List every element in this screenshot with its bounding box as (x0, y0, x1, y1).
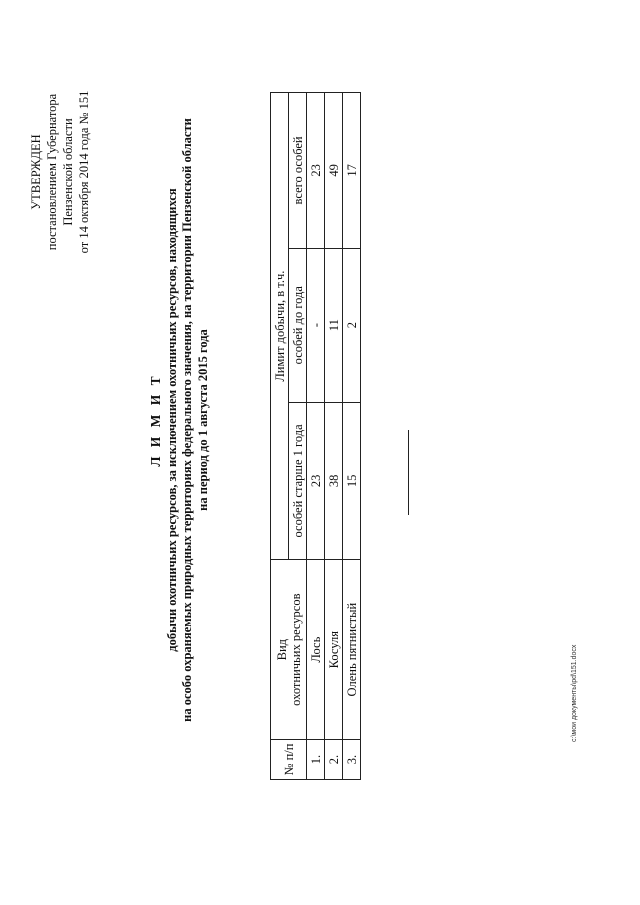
row-num: 1. (307, 740, 325, 780)
file-path-footer: c:\мои документы\pd\151.docx (571, 644, 578, 742)
header-total: всего особей (289, 93, 307, 249)
approval-line-1: УТВЕРЖДЕН (29, 134, 43, 210)
table-row (343, 93, 361, 780)
approval-line-2: постановлением Губернатора (45, 93, 59, 251)
title-line-2: на особо охраняемых природных территориях федерального значения, на территории Пензенской области (180, 118, 194, 722)
table-row (307, 93, 325, 780)
header-limit-group: Лимит добычи, в т.ч. (271, 93, 289, 560)
row-older: 38 (325, 402, 343, 560)
row-total: 49 (325, 93, 343, 249)
row-older: 15 (343, 402, 361, 560)
limit-table (270, 92, 361, 780)
table-header-row (271, 93, 289, 780)
approval-stamp (28, 52, 92, 292)
row-name: Лось (307, 560, 325, 740)
table-row (325, 93, 343, 780)
header-num-text: № п/п (281, 743, 296, 776)
row-num: 3. (343, 740, 361, 780)
row-name: Олень пятнистый (343, 560, 361, 740)
separator-line (408, 430, 409, 515)
title-line-3: на период до 1 августа 2015 года (195, 329, 210, 511)
row-young: 11 (325, 248, 343, 402)
header-kind (271, 560, 307, 740)
row-name: Косуля (325, 560, 343, 740)
header-young: особей до года (289, 248, 307, 402)
header-kind-line-1: Вид (274, 638, 289, 661)
title-heading: Л И М И Т (148, 373, 163, 467)
approval-line-4: от 14 октября 2014 года № 151 (77, 90, 91, 254)
header-older: особей старше 1 года (289, 402, 307, 560)
title-line-1: добычи охотничьих ресурсов, за исключением охотничьих ресурсов, находящихся (164, 188, 179, 652)
row-num: 2. (325, 740, 343, 780)
document-title (148, 80, 211, 760)
rotated-document-sheet (20, 40, 420, 800)
row-young: 2 (343, 248, 361, 402)
row-young: - (307, 248, 325, 402)
row-total: 23 (307, 93, 325, 249)
row-total: 17 (343, 93, 361, 249)
header-num (271, 740, 307, 780)
header-kind-line-2: охотничьих ресурсов (288, 593, 303, 706)
row-older: 23 (307, 402, 325, 560)
approval-line-3: Пензенской области (61, 118, 75, 226)
